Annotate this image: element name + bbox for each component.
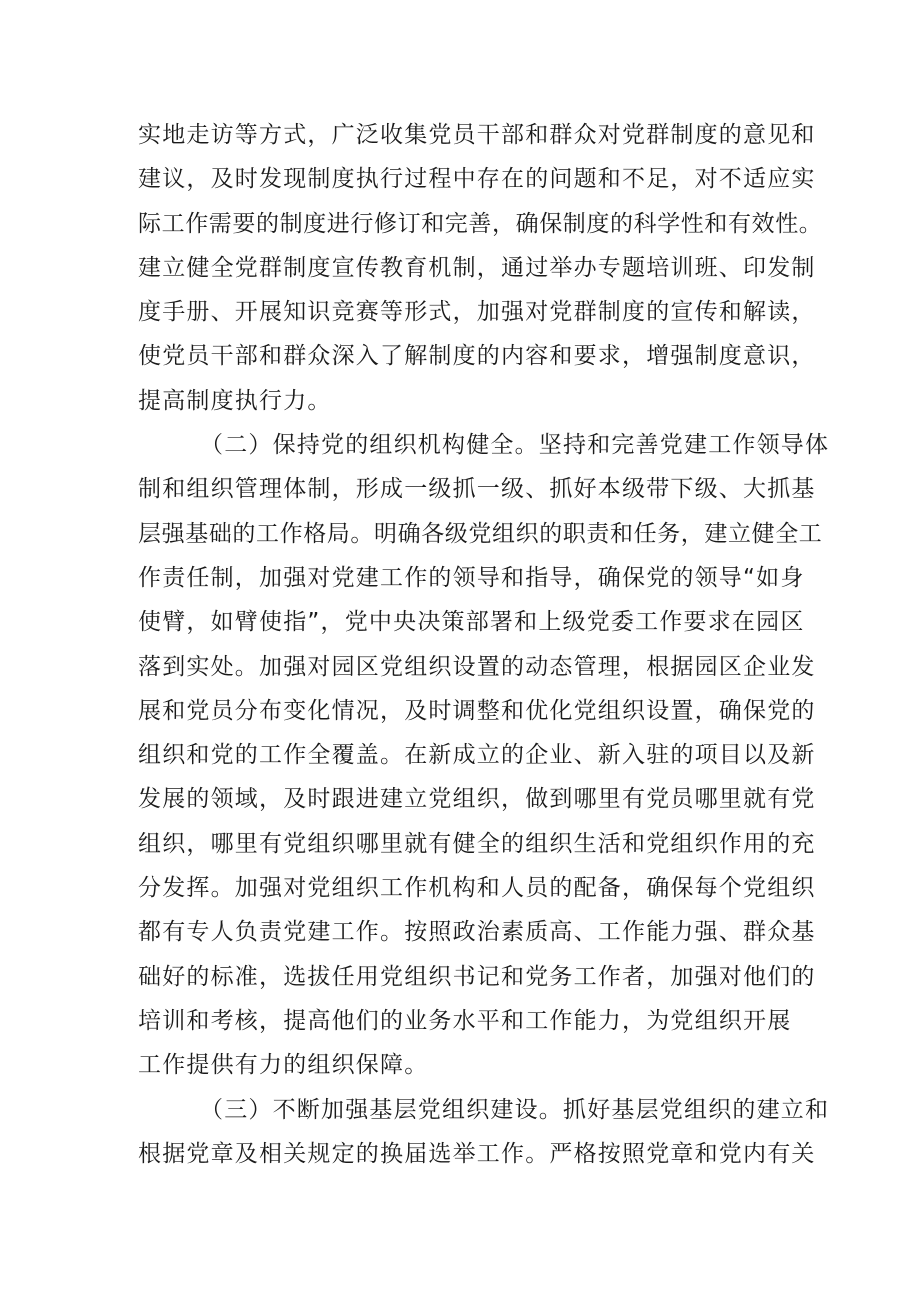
text-line: 础好的标准，选拔任用党组织书记和党务工作者，加强对他们的 bbox=[138, 963, 816, 990]
text-line: 落到实处。加强对园区党组织设置的动态管理，根据园区企业发 bbox=[138, 653, 816, 680]
text-line: 际工作需要的制度进行修订和完善，确保制度的科学性和有效性。 bbox=[138, 210, 823, 237]
text-line: （二）保持党的组织机构健全。坚持和完善党建工作领导体 bbox=[200, 432, 830, 459]
text-line: 分发挥。加强对党组织工作机构和人员的配备，确保每个党组织 bbox=[138, 875, 816, 902]
body-text bbox=[138, 113, 830, 1176]
text-line: 都有专人负责党建工作。按照政治素质高、工作能力强、群众基 bbox=[138, 919, 816, 946]
text-line: 实地走访等方式，广泛收集党员干部和群众对党群制度的意见和 bbox=[138, 122, 816, 148]
text-line: 提高制度执行力。 bbox=[138, 387, 332, 414]
text-line: 使臂，如臂使指”，党中央决策部署和上级党委工作要求在园区 bbox=[138, 609, 805, 636]
text-line: 制和组织管理体制，形成一级抓一级、抓好本级带下级、大抓基 bbox=[138, 476, 816, 503]
text-line: 作责任制，加强对党建工作的领导和指导，确保党的领导“如身 bbox=[138, 564, 805, 591]
text-line: （三）不断加强基层党组织建设。抓好基层党组织的建立和 bbox=[200, 1096, 830, 1123]
text-line: 工作提供有力的组织保障。 bbox=[138, 1052, 429, 1079]
text-line: 组织和党的工作全覆盖。在新成立的企业、新入驻的项目以及新 bbox=[138, 742, 816, 769]
text-line: 建立健全党群制度宣传教育机制，通过举办专题培训班、印发制 bbox=[138, 254, 816, 281]
text-line: 根据党章及相关规定的换届选举工作。严格按照党章和党内有关 bbox=[138, 1140, 816, 1167]
text-line: 度手册、开展知识竞赛等形式，加强对党群制度的宣传和解读， bbox=[138, 299, 816, 326]
text-line: 使党员干部和群众深入了解制度的内容和要求，增强制度意识， bbox=[138, 343, 816, 370]
text-line: 展和党员分布变化情况，及时调整和优化党组织设置，确保党的 bbox=[138, 697, 816, 724]
text-line: 组织，哪里有党组织哪里就有健全的组织生活和党组织作用的充 bbox=[138, 830, 816, 857]
text-line: 层强基础的工作格局。明确各级党组织的职责和任务，建立健全工 bbox=[138, 520, 823, 547]
text-line: 建议，及时发现制度执行过程中存在的问题和不足，对不适应实 bbox=[138, 166, 816, 193]
text-line: 发展的领域，及时跟进建立党组织，做到哪里有党员哪里就有党 bbox=[138, 786, 816, 813]
text-line: 培训和考核，提高他们的业务水平和工作能力，为党组织开展 bbox=[138, 1007, 792, 1034]
